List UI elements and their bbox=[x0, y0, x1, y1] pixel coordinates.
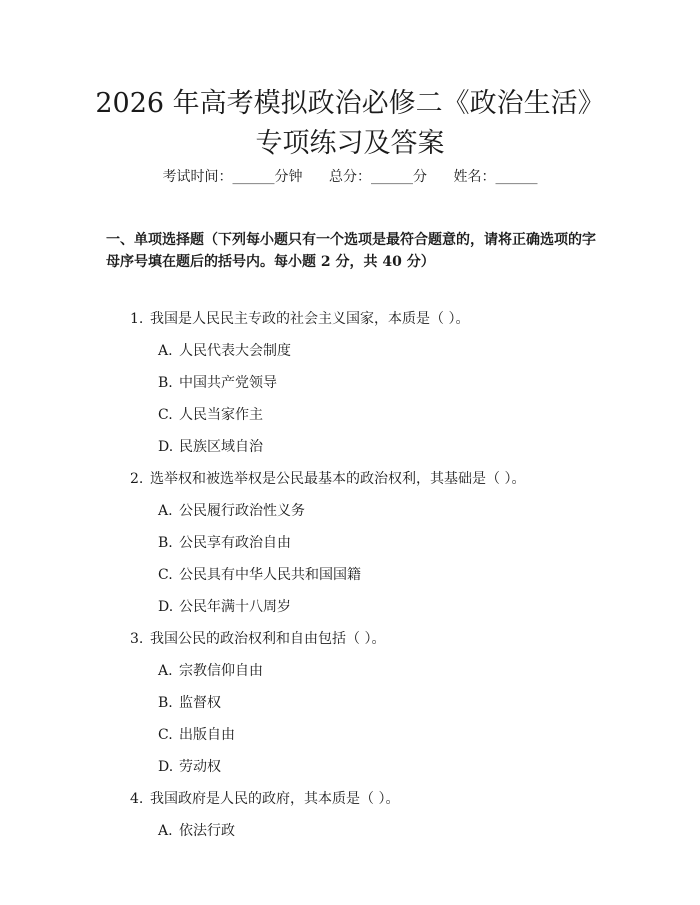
meta-label: 姓名： bbox=[453, 169, 496, 185]
option-3d bbox=[158, 756, 221, 778]
option-3c bbox=[158, 724, 235, 746]
question-text: 选举权和被选举权是公民最基本的政治权利，其基础是（ ）。 bbox=[150, 471, 526, 487]
meta-exam-time bbox=[163, 166, 303, 188]
option-text: 人民代表大会制度 bbox=[179, 343, 291, 359]
option-text: 劳动权 bbox=[179, 759, 221, 775]
question-3 bbox=[130, 628, 385, 650]
option-text: 出版自由 bbox=[179, 727, 235, 743]
option-text: 人民当家作主 bbox=[179, 407, 263, 423]
option-2a bbox=[158, 500, 305, 522]
page-title: 2026 年高考模拟政治必修二《政治生活》专项练习及答案 bbox=[95, 88, 605, 159]
option-letter: D. bbox=[158, 439, 174, 455]
meta-total-score bbox=[329, 166, 427, 188]
meta-unit: 分 bbox=[413, 169, 427, 185]
option-letter: A. bbox=[158, 663, 173, 679]
option-letter: A. bbox=[158, 823, 173, 839]
option-letter: C. bbox=[158, 567, 173, 583]
meta-name bbox=[453, 166, 537, 188]
option-text: 依法行政 bbox=[179, 823, 235, 839]
option-letter: B. bbox=[158, 375, 173, 391]
meta-blank: ______ bbox=[495, 169, 538, 185]
question-text: 我国公民的政治权利和自由包括（ ）。 bbox=[150, 631, 386, 647]
option-text: 公民享有政治自由 bbox=[179, 535, 291, 551]
meta-blank: ______ bbox=[371, 169, 413, 185]
option-text: 公民年满十八周岁 bbox=[179, 599, 291, 615]
option-text: 宗教信仰自由 bbox=[179, 663, 263, 679]
option-letter: D. bbox=[158, 759, 174, 775]
question-1 bbox=[130, 308, 469, 330]
option-2b bbox=[158, 532, 291, 554]
question-2 bbox=[130, 468, 525, 490]
option-letter: B. bbox=[158, 535, 173, 551]
meta-unit: 分钟 bbox=[274, 169, 303, 185]
question-number: 1. bbox=[130, 311, 144, 327]
option-text: 中国共产党领导 bbox=[179, 375, 277, 391]
option-2d bbox=[158, 596, 291, 618]
meta-label: 考试时间： bbox=[162, 169, 233, 185]
question-4 bbox=[130, 788, 399, 810]
question-number: 3. bbox=[130, 631, 144, 647]
question-text: 我国是人民民主专政的社会主义国家，本质是（ ）。 bbox=[150, 311, 470, 327]
option-3b bbox=[158, 692, 221, 714]
option-text: 公民履行政治性义务 bbox=[179, 503, 305, 519]
question-number: 2. bbox=[130, 471, 144, 487]
option-text: 监督权 bbox=[179, 695, 221, 711]
option-letter: C. bbox=[158, 407, 173, 423]
meta-blank: ______ bbox=[232, 169, 275, 185]
option-1a bbox=[158, 340, 291, 362]
meta-label: 总分： bbox=[329, 169, 371, 185]
option-letter: C. bbox=[158, 727, 173, 743]
section-heading: 一、单项选择题（下列每小题只有一个选项是最符合题意的，请将正确选项的字母序号填在题后的括号内。每小题 2 分，共 40 分） bbox=[106, 232, 596, 270]
option-text: 公民具有中华人民共和国国籍 bbox=[179, 567, 361, 583]
question-number: 4. bbox=[130, 791, 144, 807]
option-3a bbox=[158, 660, 263, 682]
option-letter: A. bbox=[158, 343, 173, 359]
option-letter: D. bbox=[158, 599, 174, 615]
option-1c bbox=[158, 404, 263, 426]
option-4a bbox=[158, 820, 235, 842]
option-text: 民族区域自治 bbox=[179, 439, 263, 455]
option-2c bbox=[158, 564, 361, 586]
option-1b bbox=[158, 372, 277, 394]
question-text: 我国政府是人民的政府，其本质是（ ）。 bbox=[150, 791, 400, 807]
option-letter: A. bbox=[158, 503, 173, 519]
exam-meta bbox=[0, 166, 700, 188]
option-letter: B. bbox=[158, 695, 173, 711]
option-1d bbox=[158, 436, 263, 458]
